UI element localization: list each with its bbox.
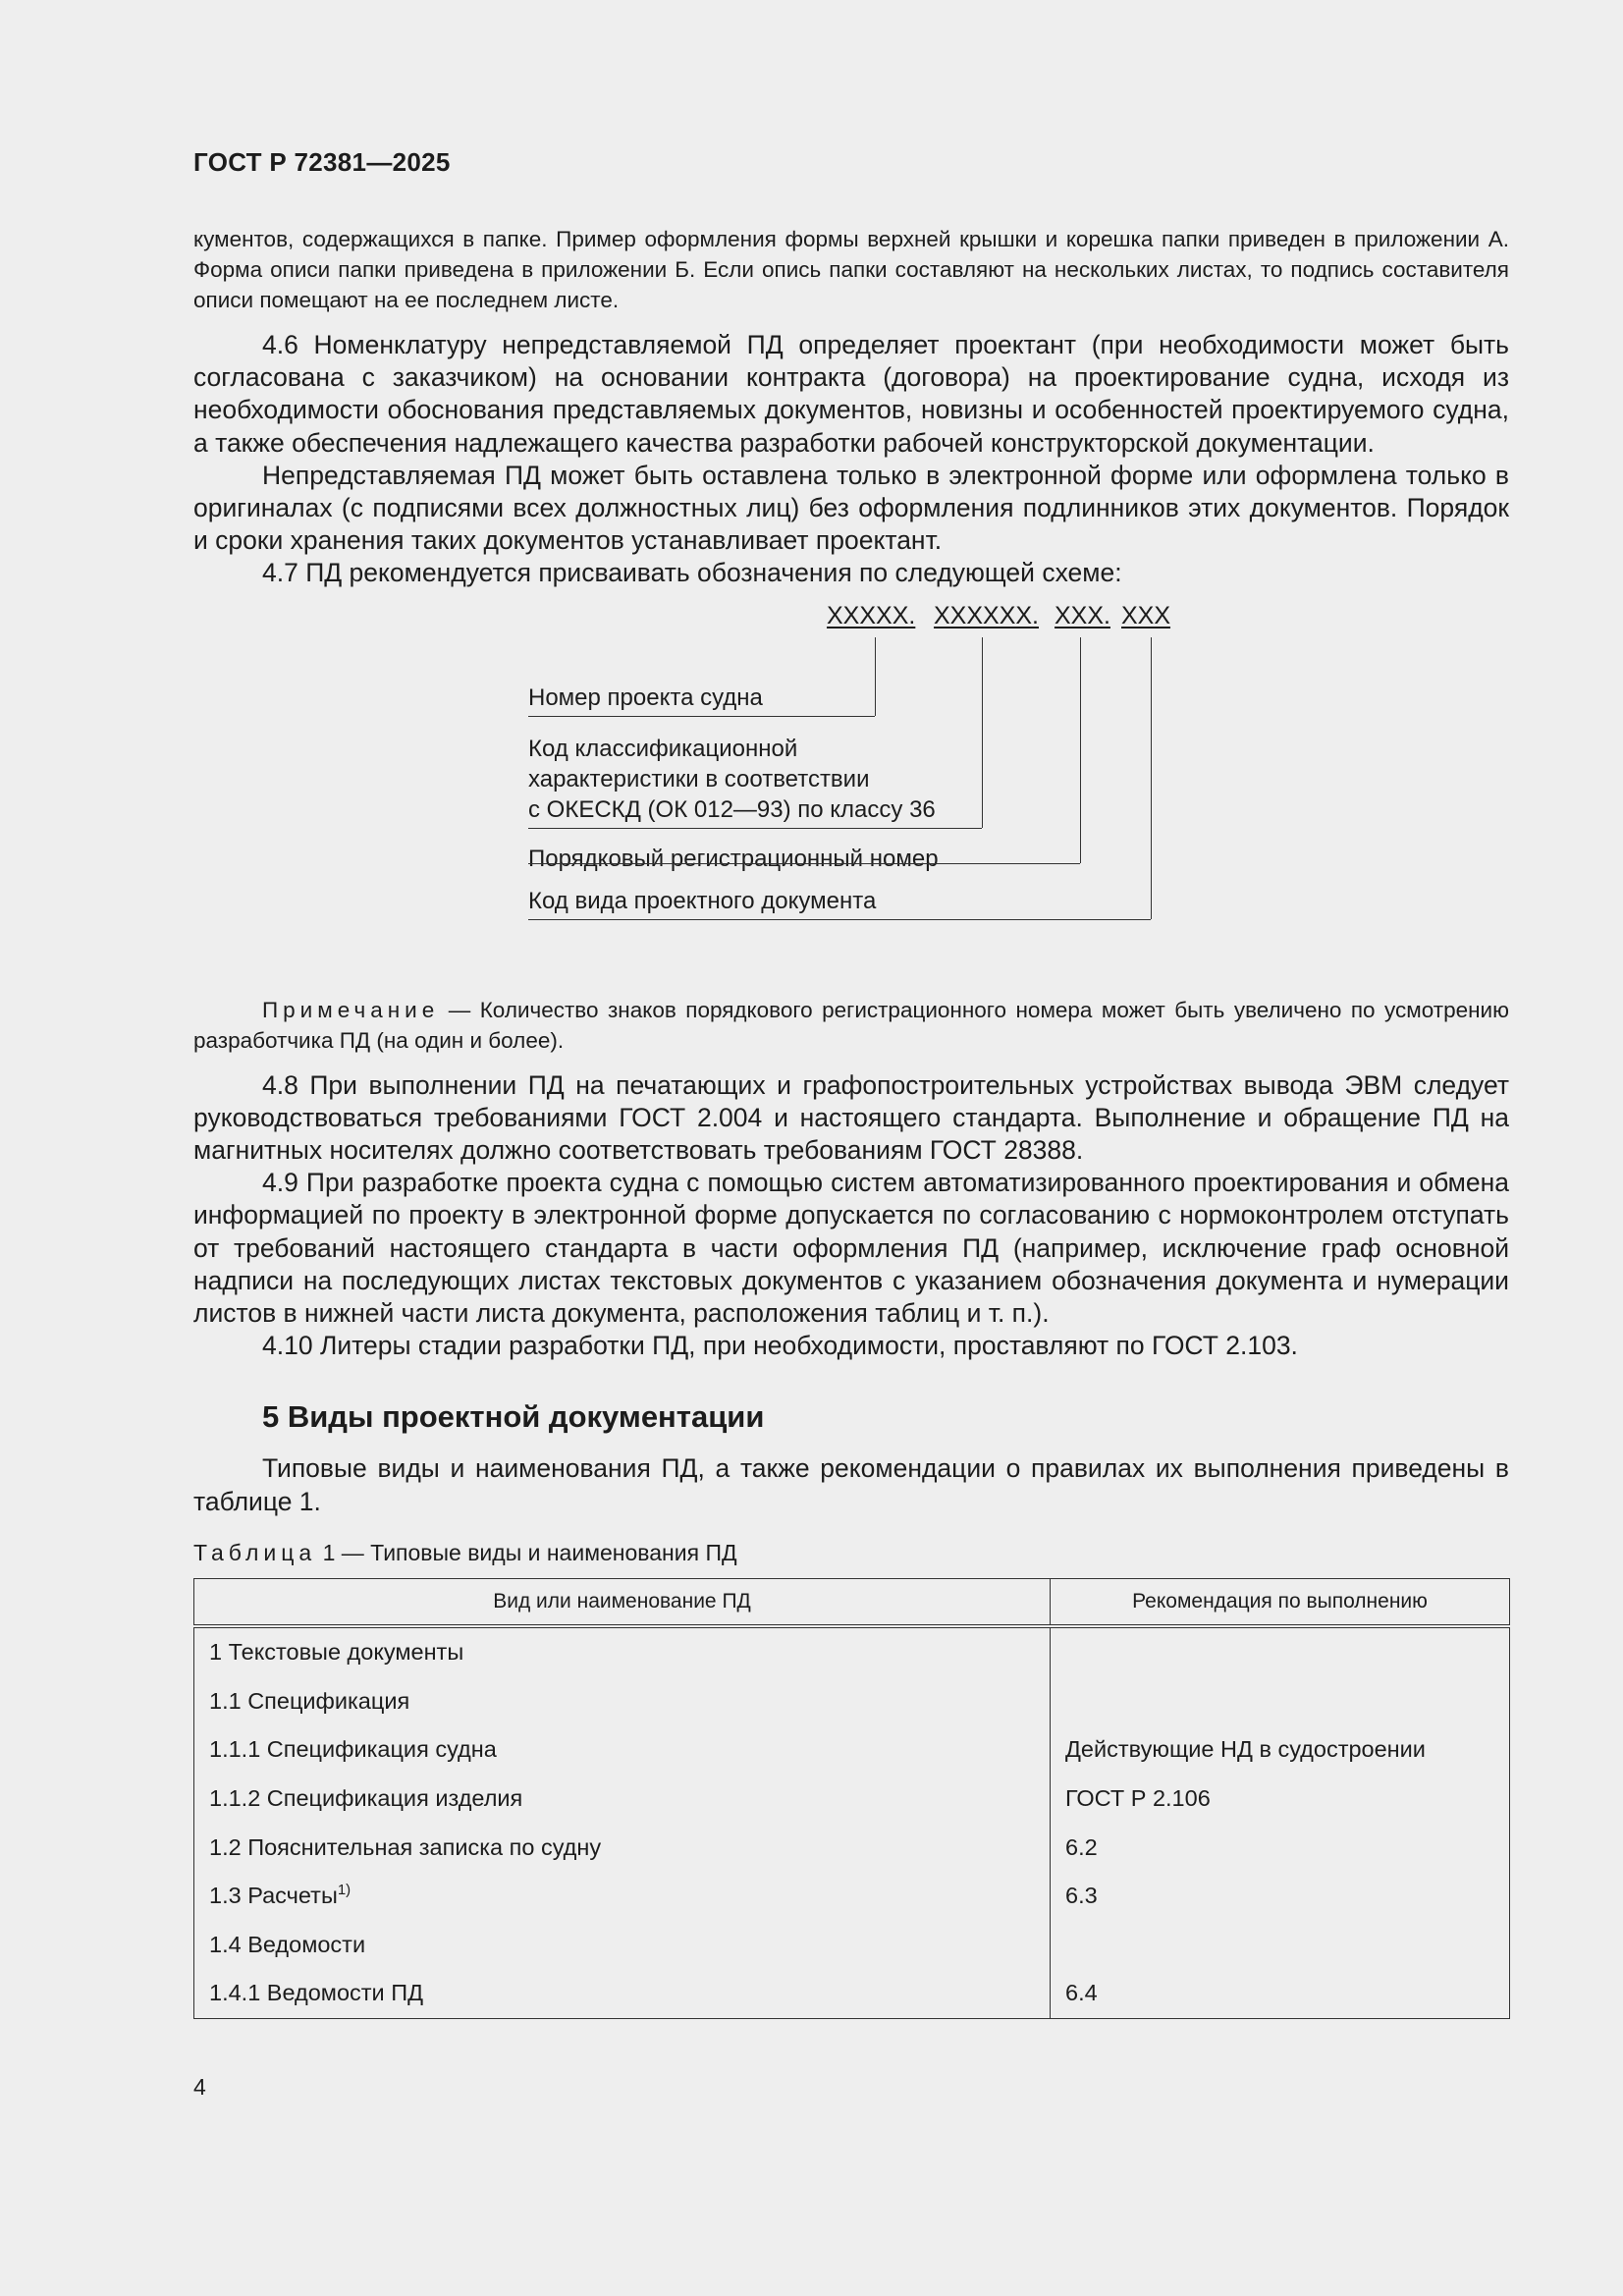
table-cell-name: 1 Текстовые документы — [194, 1626, 1051, 1677]
scheme-code-registration: XXX. — [1055, 601, 1110, 629]
paragraph-4-10: 4.10 Литеры стадии разработки ПД, при необходимости, проставляют по ГОСТ 2.103. — [262, 1331, 1298, 1361]
scheme-code-classification: XXXXXX. — [934, 601, 1039, 629]
scheme-rule-3 — [528, 863, 1080, 864]
table-cell-recommendation: 6.2 — [1051, 1823, 1510, 1872]
scheme-rule-1 — [528, 716, 875, 717]
table-row — [194, 1823, 1510, 1872]
table-cell-recommendation — [1051, 1626, 1510, 1677]
table-header-name: Вид или наименование ПД — [194, 1578, 1051, 1626]
table-cell-name: 1.4 Ведомости — [194, 1920, 1051, 1969]
note — [193, 995, 1509, 1056]
paragraph-4-7: 4.7 ПД рекомендуется присваивать обозначения по следующей схеме: — [262, 558, 1122, 588]
table-caption-label: Таблица — [193, 1539, 317, 1565]
section-5-title: 5 Виды проектной документации — [262, 1399, 765, 1435]
table-cell-name: 1.1.2 Спецификация изделия — [194, 1775, 1051, 1824]
scheme-code-type: XXX — [1121, 601, 1171, 629]
table-header-recommendation: Рекомендация по выполнению — [1051, 1578, 1510, 1626]
table-cell-name: 1.4.1 Ведомости ПД — [194, 1969, 1051, 2018]
scheme-label-classification-1: Код классификационной — [528, 735, 798, 762]
table-cell-recommendation: 6.4 — [1051, 1969, 1510, 2018]
table-row — [194, 1969, 1510, 2018]
scheme-label-registration: Порядковый регистрационный номер — [528, 845, 939, 872]
scheme-rule-2 — [528, 828, 982, 829]
table-cell-name: 1.2 Пояснительная записка по судну — [194, 1823, 1051, 1872]
table-cell-name-text: 1.3 Расчеты — [209, 1883, 338, 1909]
table-cell-name — [194, 1872, 1051, 1921]
table-caption-text: 1 — Типовые виды и наименования ПД — [316, 1539, 737, 1565]
paragraph-4-6: 4.6 Номенклатуру непредставляемой ПД определяет проектант (при необходимости может быть согласована с заказчиком) на основании контракта (договора) на проектирование судна, исходя из необходимости обоснования представляемых документов, новизны и особенностей проектируемого судна, а также обеспечения надлежащего качества разработки рабочей конструкторской документации. — [193, 330, 1509, 458]
paragraph-4-6-continued: Непредставляемая ПД может быть оставлена только в электронной форме или оформлена только в оригиналах (с подписями всех должностных лиц) без оформления подлинников этих документов. Порядок и сроки хранения таких документов устанавливает проектант. — [193, 460, 1509, 556]
page-number: 4 — [193, 2074, 206, 2100]
table-row — [194, 1626, 1510, 1677]
scheme-leader-2 — [982, 637, 983, 828]
footnote-marker: 1) — [337, 1882, 352, 1899]
table-cell-recommendation: 6.3 — [1051, 1872, 1510, 1921]
table-cell-recommendation: ГОСТ Р 2.106 — [1051, 1775, 1510, 1824]
note-text: Количество знаков порядкового регистрационного номера может быть увеличено по усмотрению разработчика ПД (на один и более). — [193, 997, 1509, 1053]
paragraph-4-9: 4.9 При разработке проекта судна с помощью систем автоматизированного проектирования и обмена информацией по проекту в электронной форме допускается по согласованию с нормоконтролем отступать от требований настоящего стандарта в части оформления ПД (например, исключение граф основной надписи на последующих листах текстовых документов с указанием обозначения документа и нумерации листов в нижней части листа документа, расположения таблиц и т. п.). — [193, 1168, 1509, 1329]
intro-paragraph: кументов, содержащихся в папке. Пример оформления формы верхней крышки и корешка папки приведен в приложении А. Форма описи папки приведена в приложении Б. Если опись папки составляют на нескольких листах, то подпись составителя описи помещают на ее последнем листе. — [193, 227, 1509, 312]
note-label: Примечание — [262, 997, 440, 1022]
table-cell-name: 1.1.1 Спецификация судна — [194, 1725, 1051, 1775]
table-caption — [193, 1540, 1509, 1566]
table-row — [194, 1920, 1510, 1969]
scheme-label-project-number: Номер проекта судна — [528, 683, 763, 711]
scheme-leader-1 — [875, 637, 876, 716]
table-row — [194, 1872, 1510, 1921]
doc-types-table — [193, 1578, 1510, 2019]
table-row — [194, 1775, 1510, 1824]
table-row — [194, 1676, 1510, 1725]
paragraph-4-8: 4.8 При выполнении ПД на печатающих и графопостроительных устройствах вывода ЭВМ следует руководствоваться требованиями ГОСТ 2.004 и настоящего стандарта. Выполнение и обращение ПД на магнитных носителях должно соответствовать требованиям ГОСТ 28388. — [193, 1069, 1509, 1166]
scheme-leader-3 — [1080, 637, 1081, 863]
table-row — [194, 1725, 1510, 1775]
scheme-label-classification-3: с ОКЕСКД (ОК 012—93) по классу 36 — [528, 795, 936, 823]
scheme-label-doc-type: Код вида проектного документа — [528, 887, 877, 914]
table-cell-recommendation — [1051, 1676, 1510, 1725]
table-cell-recommendation: Действующие НД в судостроении — [1051, 1725, 1510, 1775]
note-dash: — — [439, 997, 480, 1022]
table-cell-recommendation — [1051, 1920, 1510, 1969]
page-content — [193, 224, 1509, 2019]
designation-scheme — [193, 590, 1509, 961]
table-header-row — [194, 1578, 1510, 1626]
scheme-rule-4 — [528, 919, 1151, 920]
document-header: ГОСТ Р 72381—2025 — [193, 147, 451, 177]
scheme-code-project: XXXXX. — [827, 601, 916, 629]
scheme-label-classification-2: характеристики в соответствии — [528, 765, 870, 793]
scheme-leader-4 — [1151, 637, 1152, 919]
section-5-intro: Типовые виды и наименования ПД, а также рекомендации о правилах их выполнения приведены в таблице 1. — [193, 1453, 1509, 1516]
table-cell-name: 1.1 Спецификация — [194, 1676, 1051, 1725]
